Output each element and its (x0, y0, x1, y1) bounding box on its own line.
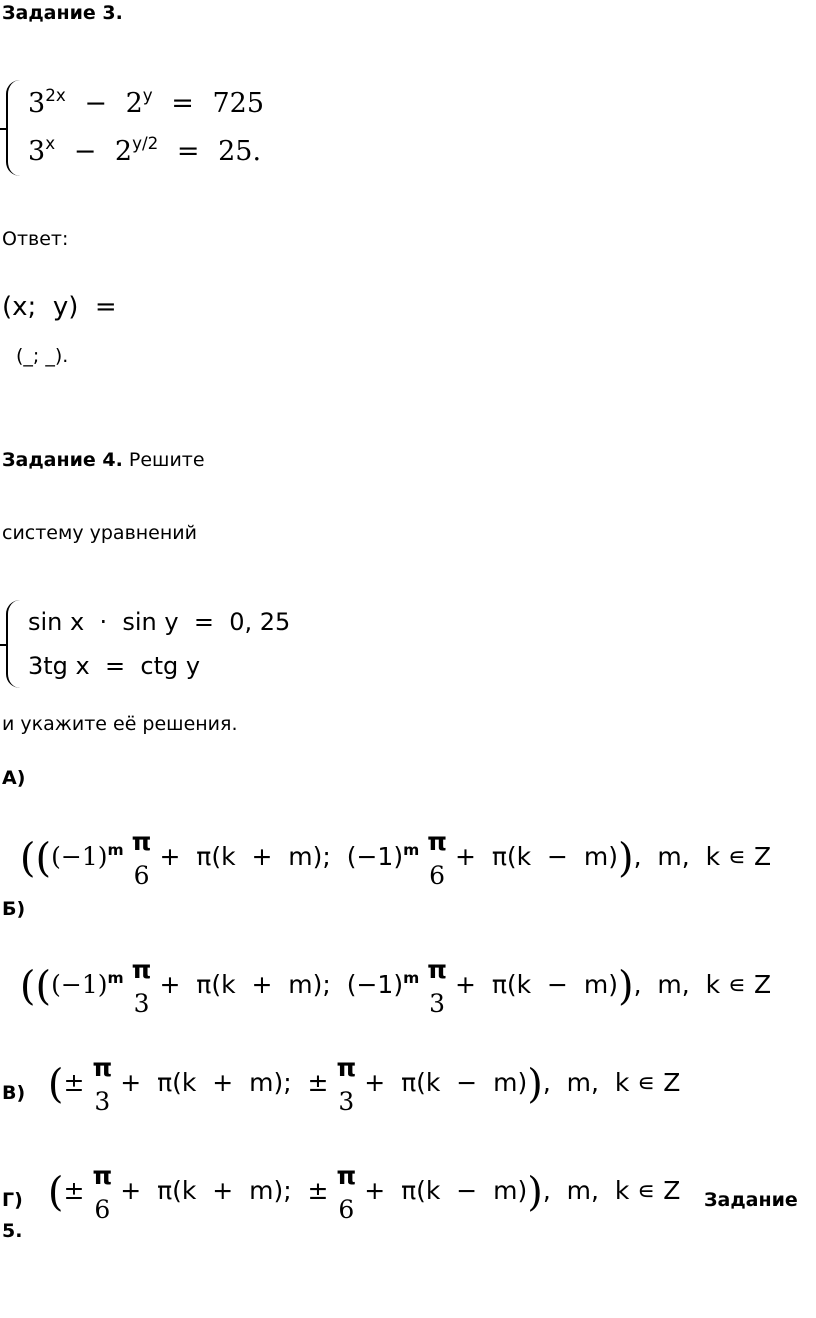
answer-blank: (_; _). (16, 345, 69, 367)
task4-instruction: и укажите её решения. (2, 713, 238, 735)
task5-heading-part1: Задание (704, 1189, 798, 1211)
option-g-label: Г) (2, 1189, 23, 1211)
option-a-label: А) (2, 767, 26, 789)
task4-subheading: систему уравнений (2, 522, 197, 544)
task4-system (6, 600, 290, 688)
answer-label: Ответ: (2, 228, 69, 250)
system-brace (6, 80, 22, 176)
task3-system (6, 80, 264, 176)
task4-equation-2: 3tg x = ctg y (28, 652, 201, 680)
option-a-formula: (($(-1)^m$ π 6 + π(k + m); $(-1)^m$ π 6 + π(k − m)), m, k ∊ Z (19, 827, 772, 890)
option-b-formula: (($(-1)^m$ π 3 + π(k + m); $(-1)^m$ π 3 + π(k − m)), m, k ∊ Z (19, 955, 772, 1018)
task3-equation-2: $3^x - 2^{y/2} = 25$. (28, 133, 262, 167)
option-b-label: Б) (2, 898, 26, 920)
task3-heading: Задание 3. (2, 2, 123, 24)
task4-heading: Задание 4. Решите (2, 449, 205, 471)
task3-equation-1: $3^{2x} - 2^y = 725$ (28, 85, 265, 119)
task4-equation-1: sin x · sin y = 0, 25 (28, 608, 291, 636)
option-g-formula: (± π 6 + π(k + m); ± π 6 + π(k − m)), m, k ∊ Z (47, 1161, 681, 1224)
task5-heading-part2: 5. (2, 1220, 23, 1242)
option-v-formula: (± π 3 + π(k + m); ± π 3 + π(k − m)), m, k ∊ Z (47, 1053, 681, 1116)
system-brace (6, 600, 22, 688)
answer-expression: (x; y) = (2, 292, 117, 322)
option-v-label: В) (2, 1082, 26, 1104)
